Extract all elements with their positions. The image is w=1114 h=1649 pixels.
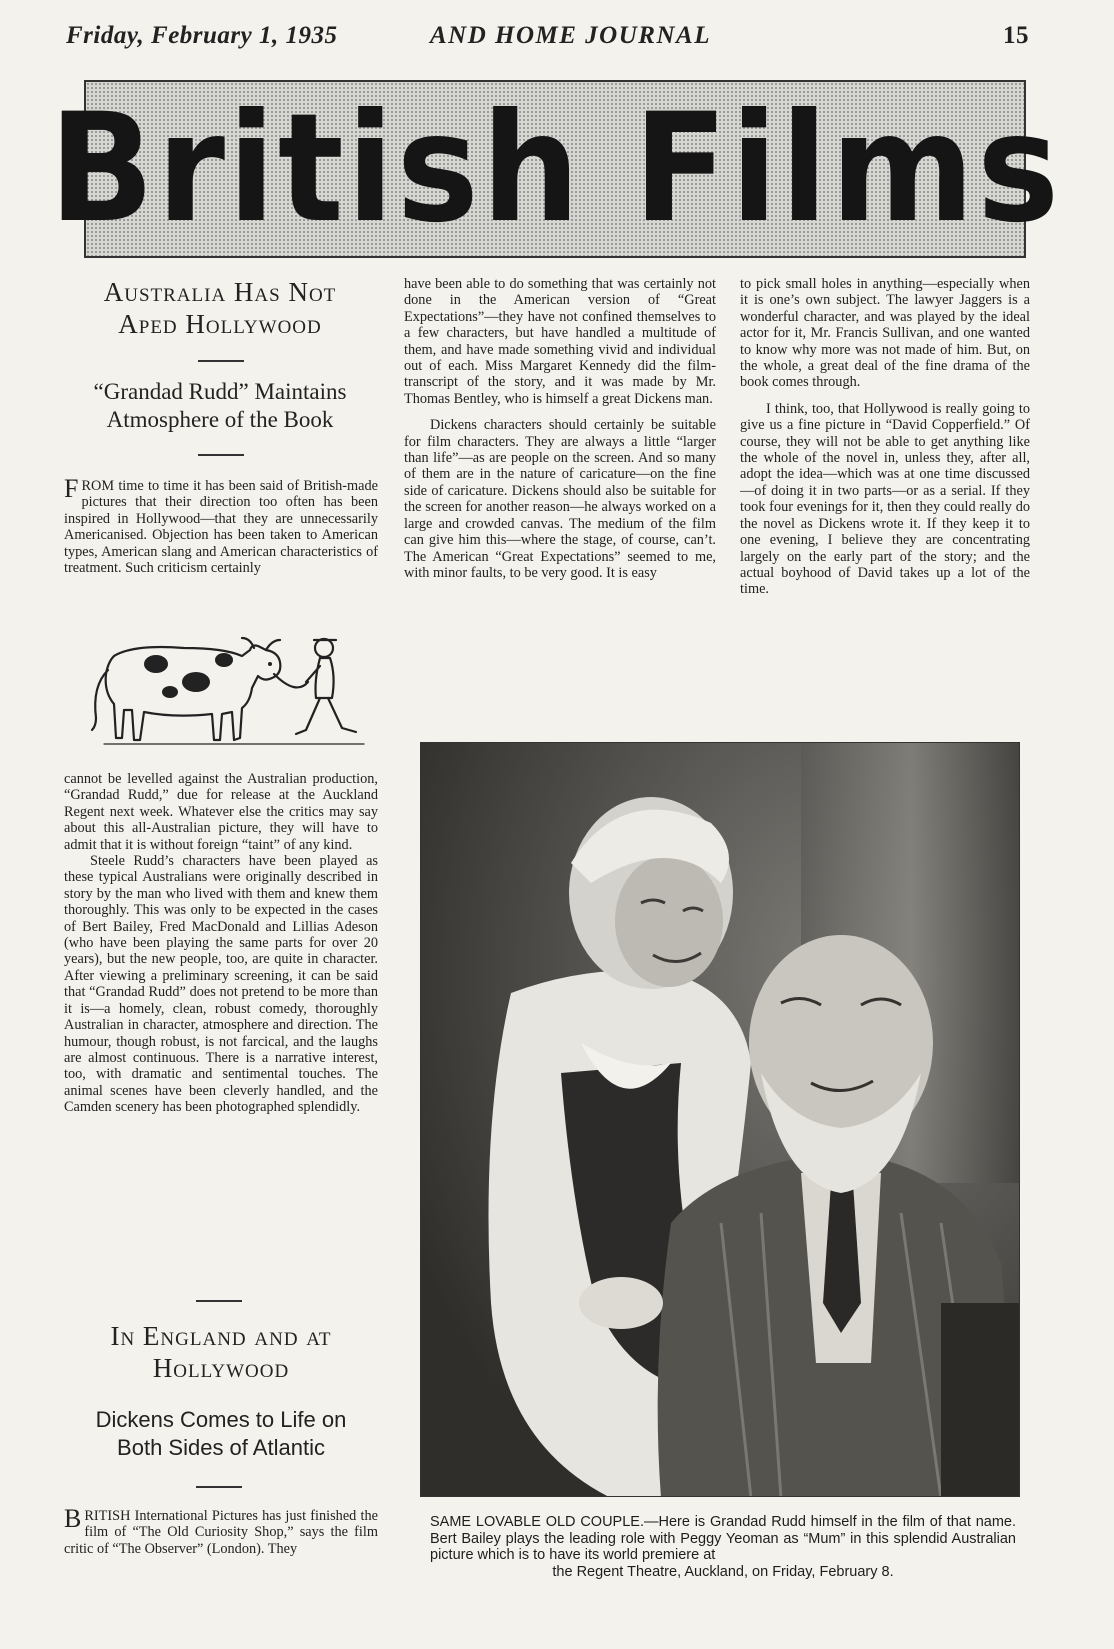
article2-col3-paragraph-2: I think, too, that Hollywood is really going to give us a fine picture in “David Copperfield.” Of course, they will not be able to get anything like the whole of the novel in, unless they, after all, adopt the idea—which was at one time discussed—of doing it in two parts—or as a serial. If they took four evenings for it, then they could really do the novel as Dickens wrote it. If they keep it to one evening, I believe they are concentrating largely on the early part of the story; and the actual boyhood of David takes up a lot of the time. bbox=[740, 400, 1030, 598]
lead-word: ROM bbox=[81, 478, 115, 494]
publication-title: AND HOME JOURNAL bbox=[430, 22, 711, 49]
page-number: 15 bbox=[1003, 22, 1029, 49]
article2-heading-line1: In England and at bbox=[110, 1321, 332, 1351]
article2-col2-paragraph-2: Dickens characters should certainly be suitable for film characters. They are always a little “larger than life”—as are people on the screen. And so many of them are in the nature of caricature—on the fine side of caricature. Dickens should also be suitable for the screen for another reason—he always worked on a large and crowded canvas. The medium of the film can give him this—where the stage, of course, can’t. The American “Great Expectations” seemed to me, with minor faults, to be very good. It is easy bbox=[404, 417, 716, 581]
divider-rule bbox=[198, 360, 244, 362]
article2-subheading-line2: Both Sides of Atlantic bbox=[117, 1435, 325, 1460]
article2-text-start: International Pictures has just finished the film of “The Old Curiosity Shop,” says the film critic of “The Observer” (London). They bbox=[64, 1508, 378, 1557]
article1-text-after-cartoon: cannot be levelled against the Australian production, “Grandad Rudd,” due for release at the Auckland Regent next week. Whatever else the critics may say about this all-Australian picture, they will have to admit that it is without foreign “taint” of any kind. bbox=[64, 771, 378, 853]
article1-body bbox=[64, 771, 378, 1116]
issue-date: Friday, February 1, 1935 bbox=[66, 22, 338, 49]
article1-paragraph-2: Steele Rudd’s characters have been played as these typical Australians were originally described in story by the man who lived with them and knew them thoroughly. This was only to be expected in the cases of Bert Bailey, Fred MacDonald and Lillias Adeson (who have been playing the same parts for over 20 years), but the new people, too, are quite in character. After viewing a preliminary screening, it can be said that “Grandad Rudd” does not pretend to be more than it is—a homely, clean, robust comedy, thoroughly Australian in character, atmosphere and direction. The humour, though robust, is not farcical, and the laughs are almost continuous. There is a narrative interest, too, with dramatic and sentimental touches. The animal scenes have been cleverly handled, and the Camden scenery has been photographed splendidly. bbox=[64, 853, 378, 1116]
article2-subheading-line1: Dickens Comes to Life on bbox=[95, 1407, 347, 1432]
article2-intro bbox=[64, 1504, 378, 1557]
drop-cap: B bbox=[64, 1504, 82, 1533]
banner-title: British Films bbox=[48, 82, 1062, 256]
caption-last-line: the Regent Theatre, Auckland, on Friday, February 8. bbox=[552, 1563, 894, 1580]
divider-rule bbox=[196, 1300, 242, 1302]
cow-and-farmer-cartoon-icon bbox=[74, 626, 374, 758]
film-still-photo bbox=[420, 742, 1020, 1497]
drop-cap: F bbox=[64, 474, 79, 503]
section-banner bbox=[48, 80, 1062, 258]
divider-rule bbox=[196, 1486, 242, 1488]
old-couple-photo-icon bbox=[421, 743, 1020, 1497]
article2-column-2 bbox=[404, 276, 716, 581]
article1-subheading-line1: “Grandad Rudd” Maintains bbox=[93, 379, 347, 404]
article2-col3-paragraph-1: to pick small holes in anything—especially when it is one’s own subject. The lawyer Jaggers is a wonderful character, and was played by the ideal actor for it, Mr. Francis Sullivan, and one wanted to know why more was not made of him. But, on the whole, a great deal of the fine drama of the book comes through. bbox=[740, 276, 1030, 391]
article1-heading-line2: Aped Hollywood bbox=[118, 309, 322, 339]
article2-heading-line2: Hollywood bbox=[152, 1353, 290, 1383]
article2-col2-paragraph-1: have been able to do something that was certainly not done in the American version of “Great Expectations”—they have not confined themselves to a few characters, but have handled a multitude of them, and have made something vivid and individual out of each. Miss Margaret Kennedy did the film-transcript of the story, and it was made by Mr. Thomas Bentley, who is himself a great Dickens man. bbox=[404, 276, 716, 407]
photo-caption bbox=[430, 1514, 1016, 1580]
article1-heading-line1: Australia Has Not bbox=[103, 277, 337, 307]
divider-rule bbox=[198, 454, 244, 456]
caption-main: SAME LOVABLE OLD COUPLE.—Here is Grandad Rudd himself in the film of that name. Bert Bailey plays the leading role with Peggy Yeoman as “Mum” in this splendid Australian picture which is to have its world premiere at bbox=[430, 1514, 1016, 1563]
lead-word: RITISH bbox=[84, 1508, 131, 1524]
article1-intro bbox=[64, 474, 378, 577]
article1-subheading-line2: Atmosphere of the Book bbox=[106, 407, 334, 432]
article1-text-before-cartoon: time to time it has been said of British-made pictures that their direction too often has been inspired in Hollywood—that they are unnecessarily Americanised. Objection has been taken to American types, American slang and American characteristics of treatment. Such criticism certainly bbox=[64, 478, 378, 577]
article2-column-3 bbox=[740, 276, 1030, 598]
